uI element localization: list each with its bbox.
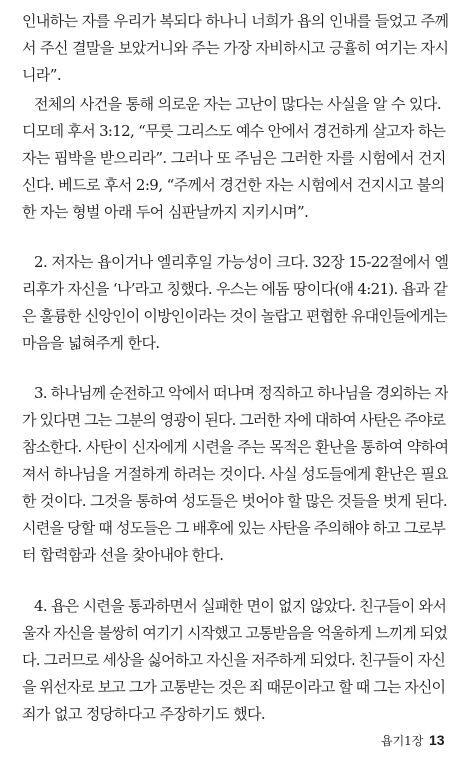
text-line: 죄가 없고 정당하다고 주장하기도 했다.: [22, 705, 266, 723]
text-line: 2. 저자는 욥이거나 엘리후일 가능성이 크다. 32장 15-22절에서 엘: [34, 253, 448, 271]
text-line: 자는 핍박을 받으리라”. 그러나 또 주님은 그러한 자를 시험에서 건지: [22, 149, 446, 167]
text-line: 인내하는 자를 우리가 복되다 하나니 너희가 욥의 인내를 들었고 주께: [22, 12, 448, 30]
text-line: 서 주신 결말을 보았거니와 주는 가장 자비하시고 긍휼히 여기는 자시: [22, 39, 448, 57]
text-line: 져서 하나님을 거절하게 하려는 것이다. 사실 성도들에게 환난은 필요: [22, 465, 448, 483]
text-line: 디모데 후서 3:12, “무릇 그리스도 예수 안에서 경건하게 살고자 하는: [22, 122, 446, 140]
text-line: 3. 하나님께 순전하고 악에서 떠나며 정직하고 하나님을 경외하는 자: [34, 384, 448, 402]
text-line: 시련을 당할 때 성도들은 그 배후에 있는 사탄을 주의해야 하고 그로부: [22, 519, 446, 537]
text-line: 전체의 사건을 통해 의로운 자는 고난이 많다는 사실을 알 수 있다.: [34, 95, 441, 113]
text-line: 을 위선자로 보고 그가 고통받는 것은 죄 때문이라고 할 때 그는 자신이: [22, 678, 446, 696]
text-line: 리후가 자신을 ‘나’라고 칭했다. 우스는 에돔 땅이다(애 4:21). 욥과 같: [22, 280, 448, 298]
text-line: 한 것이다. 그것을 통하여 성도들은 벗어야 할 많은 것들을 벗게 된다.: [22, 492, 448, 510]
text-line: 울자 자신을 불쌍히 여기기 시작했고 고통받음을 억울하게 느끼게 되었: [22, 624, 448, 642]
page-number: 13: [429, 732, 445, 748]
text-line: 니라”.: [22, 66, 62, 84]
text-line: 한 자는 형벌 아래 두어 심판날까지 지키시며”.: [22, 203, 309, 221]
running-title: 욥기1장: [381, 734, 424, 748]
text-line: 터 합력함과 선을 찾아내야 한다.: [22, 546, 224, 564]
text-line: 신다. 베드로 후서 2:9, “주께서 경건한 자는 시험에서 건지시고 불의: [22, 176, 445, 194]
text-line: 4. 욥은 시련을 통과하면서 실패한 면이 없지 않았다. 친구들이 와서: [34, 597, 447, 615]
text-line: 참소한다. 사탄이 신자에게 시련을 주는 목적은 환난을 통하여 약하여: [22, 438, 448, 456]
text-line: 은 훌륭한 신앙인이 이방인이라는 것이 놀랍고 편협한 유대인들에게는: [22, 307, 447, 325]
text-line: 가 있다면 그는 그분의 영광이 된다. 그러한 자에 대하여 사탄은 주야로: [22, 411, 446, 429]
text-line: 마음을 넓혀주게 한다.: [22, 334, 160, 352]
text-line: 다. 그러므로 세상을 싫어하고 자신을 저주하게 되었다. 친구들이 자신: [22, 651, 446, 669]
